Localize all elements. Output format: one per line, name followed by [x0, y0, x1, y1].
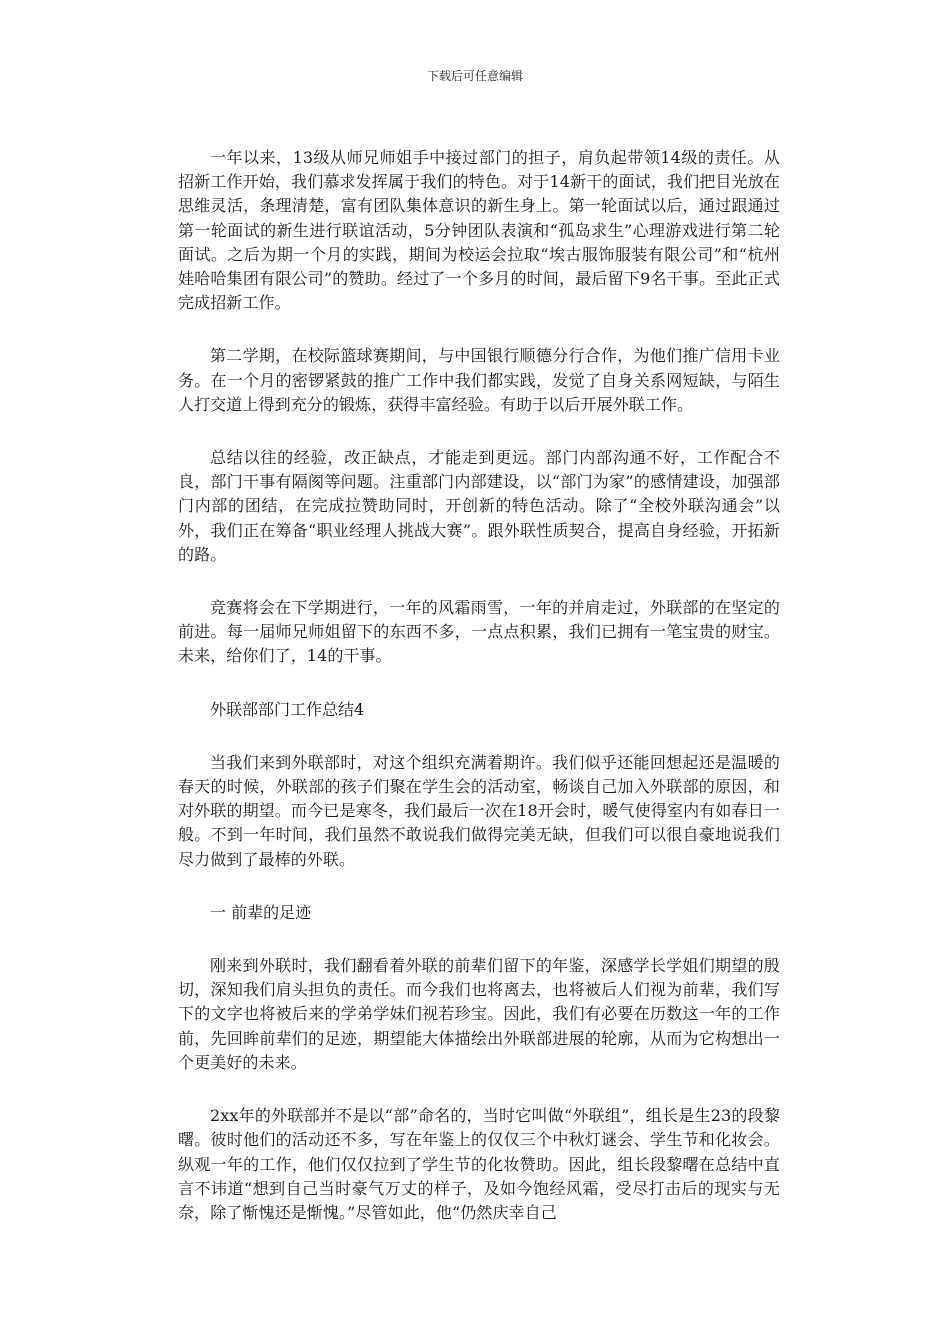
- document-body: [178, 146, 780, 1254]
- section-heading: 外联部部门工作总结4: [210, 699, 365, 719]
- paragraph: 2xx年的外联部并不是以“部”命名的，当时它叫做“外联组”，组长是生23的段黎曙。彼时他们的活动还不多，写在年鉴上的仅仅三个中秋灯谜会、学生节和化妆会。纵观一年的工作，他们仅仅拉到了学生节的化妆赞助。因此，组长段黎曙在总结中直言不讳道“想到自己当时豪气万丈的样子，及如今饱经风霜，受尽打击后的现实与无奈，除了惭愧还是惭愧。”尽管如此，他“仍然庆幸自己: [178, 1106, 780, 1222]
- paragraph: 刚来到外联时，我们翻看着外联的前辈们留下的年鉴，深感学长学姐们期望的殷切，深知我们肩头担负的责任。而今我们也将离去，也将被后人们视为前辈，我们写下的文字也将被后来的学弟学妹们视若珍宝。因此，我们有必要在历数这一年的工作前，先回眸前辈们的足迹，期望能大体描绘出外联部进展的轮廓，从而为它构想出一个更美好的未来。: [178, 956, 780, 1072]
- paragraph: 总结以往的经验，改正缺点，才能走到更远。部门内部沟通不好，工作配合不良，部门干事有隔阂等问题。注重部门内部建设，以“部门为家”的感情建设，加强部门内部的团结，在完成拉赞助同时，开创新的特色活动。除了“全校外联沟通会”以外，我们正在筹备“职业经理人挑战大赛”。跟外联性质契合，提高自身经验，开拓新的路。: [178, 448, 780, 564]
- paragraph: 第二学期，在校际篮球赛期间，与中国银行顺德分行合作，为他们推广信用卡业务。在一个月的密锣紧鼓的推广工作中我们都实践，发觉了自身关系网短缺，与陌生人打交道上得到充分的锻炼，获得丰富经验。有助于以后开展外联工作。: [178, 346, 780, 414]
- paragraph: 当我们来到外联部时，对这个组织充满着期许。我们似乎还能回想起还是温暖的春天的时候，外联部的孩子们聚在学生会的活动室，畅谈自己加入外联部的原因，和对外联的期望。而今已是寒冬，我们最后一次在18开会时，暖气使得室内有如春日一般。不到一年时间，我们虽然不敢说我们做得完美无缺，但我们可以很自豪地说我们尽力做到了最棒的外联。: [178, 752, 780, 869]
- subsection-heading: 一 前辈的足迹: [210, 902, 312, 922]
- page-header: 下载后可任意编辑: [426, 69, 523, 83]
- paragraph: 一年以来，13级从师兄师姐手中接过部门的担子，肩负起带领14级的责任。从招新工作开始，我们慕求发挥属于我们的特色。对于14新干的面试，我们把目光放在思维灵活，条理清楚，富有团队集体意识的新生身上。第一轮面试以后，通过跟通过第一轮面试的新生进行联谊活动，5分钟团队表演和“孤岛求生”心理游戏进行第二轮面试。之后为期一个月的实践，期间为校运会拉取“埃古服饰服装有限公司”和“杭州娃哈哈集团有限公司”的赞助。经过了一个多月的时间，最后留下9名干事。至此正式完成招新工作。: [178, 148, 780, 313]
- paragraph: 竞赛将会在下学期进行，一年的风霜雨雪，一年的并肩走过，外联部的在坚定的前进。每一届师兄师姐留下的东西不多，一点点积累，我们已拥有一笔宝贵的财宝。未来，给你们了，14的干事。: [178, 598, 780, 666]
